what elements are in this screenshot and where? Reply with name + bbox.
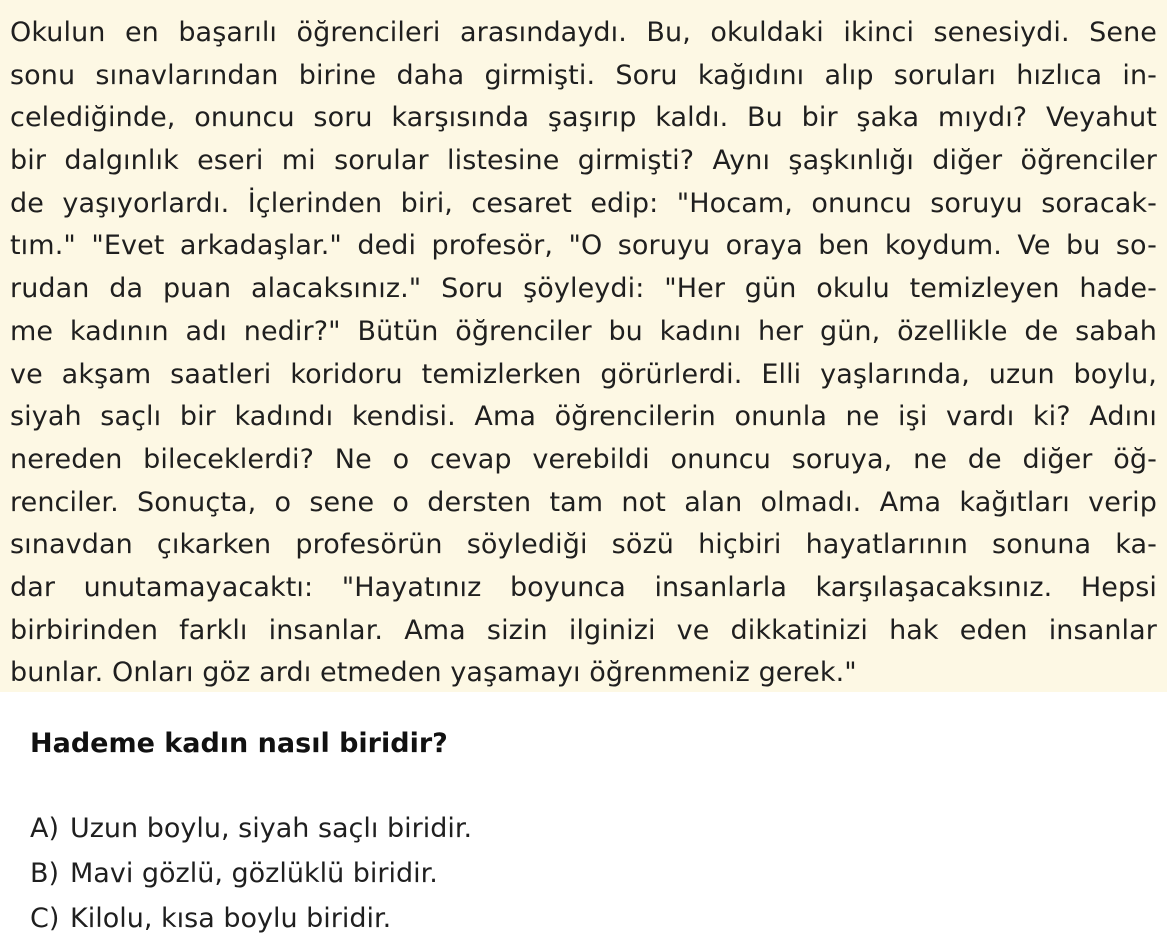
option-b[interactable] bbox=[30, 851, 472, 896]
option-letter: C) bbox=[30, 903, 60, 934]
passage-line: bunlar. Onları göz ardı etmeden yaşamayı öğrenmeniz gerek." bbox=[10, 657, 857, 689]
passage-line: bir dalgınlık eseri mi sorular listesine girmişti? Aynı şaşkınlığı diğer öğrenciler bbox=[10, 145, 1157, 177]
option-a[interactable] bbox=[30, 806, 472, 851]
passage-line: celediğinde, onuncu soru karşısında şaşırıp kaldı. Bu bir şaka mıydı? Veyahut bbox=[10, 102, 1157, 134]
option-letter: B) bbox=[30, 858, 60, 889]
passage-line: renciler. Sonuçta, o sene o dersten tam not alan olmadı. Ama kağıtları verip bbox=[10, 486, 1157, 518]
option-c[interactable] bbox=[30, 896, 472, 941]
question-text: Hademe kadın nasıl biridir? bbox=[30, 728, 448, 759]
passage-line: sınavdan çıkarken profesörün söylediği sözü hiçbiri hayatlarının sonuna ka- bbox=[10, 529, 1157, 561]
option-text: Mavi gözlü, gözlüklü biridir. bbox=[70, 858, 438, 889]
passage-line: me kadının adı nedir?" Bütün öğrenciler bu kadını her gün, özellikle de sabah bbox=[10, 315, 1157, 347]
passage-line: ve akşam saatleri koridoru temizlerken görürlerdi. Elli yaşlarında, uzun boylu, bbox=[10, 358, 1157, 390]
passage-line: sonu sınavlarından birine daha girmişti. Soru kağıdını alıp soruları hızlıca in- bbox=[10, 59, 1157, 91]
option-text: Kilolu, kısa boylu biridir. bbox=[70, 903, 392, 934]
passage-line: Okulun en başarılı öğrencileri arasındaydı. Bu, okuldaki ikinci senesiydi. Sene bbox=[10, 17, 1157, 48]
passage-line: dar unutamayacaktı: "Hayatınız boyunca insanlarla karşılaşacaksınız. Hepsi bbox=[10, 571, 1157, 603]
answer-options bbox=[30, 806, 472, 941]
passage-line: tım." "Evet arkadaşlar." dedi profesör, "O soruyu oraya ben koydum. Ve bu so- bbox=[10, 230, 1157, 262]
passage-line: nereden bileceklerdi? Ne o cevap verebildi onuncu soruya, ne de diğer öğ- bbox=[10, 443, 1157, 475]
passage-line: siyah saçlı bir kadındı kendisi. Ama öğrencilerin onunla ne işi vardı ki? Adını bbox=[10, 401, 1157, 433]
passage-line: birbirinden farklı insanlar. Ama sizin ilginizi ve dikkatinizi hak eden insanlar bbox=[10, 614, 1157, 646]
option-letter: A) bbox=[30, 813, 60, 844]
passage-line: de yaşıyorlardı. İçlerinden biri, cesaret edip: "Hocam, onuncu soruyu soracak- bbox=[10, 187, 1157, 219]
passage-line: rudan da puan alacaksınız." Soru şöyleydi: "Her gün okulu temizleyen hade- bbox=[10, 273, 1157, 305]
option-text: Uzun boylu, siyah saçlı biridir. bbox=[70, 813, 473, 844]
